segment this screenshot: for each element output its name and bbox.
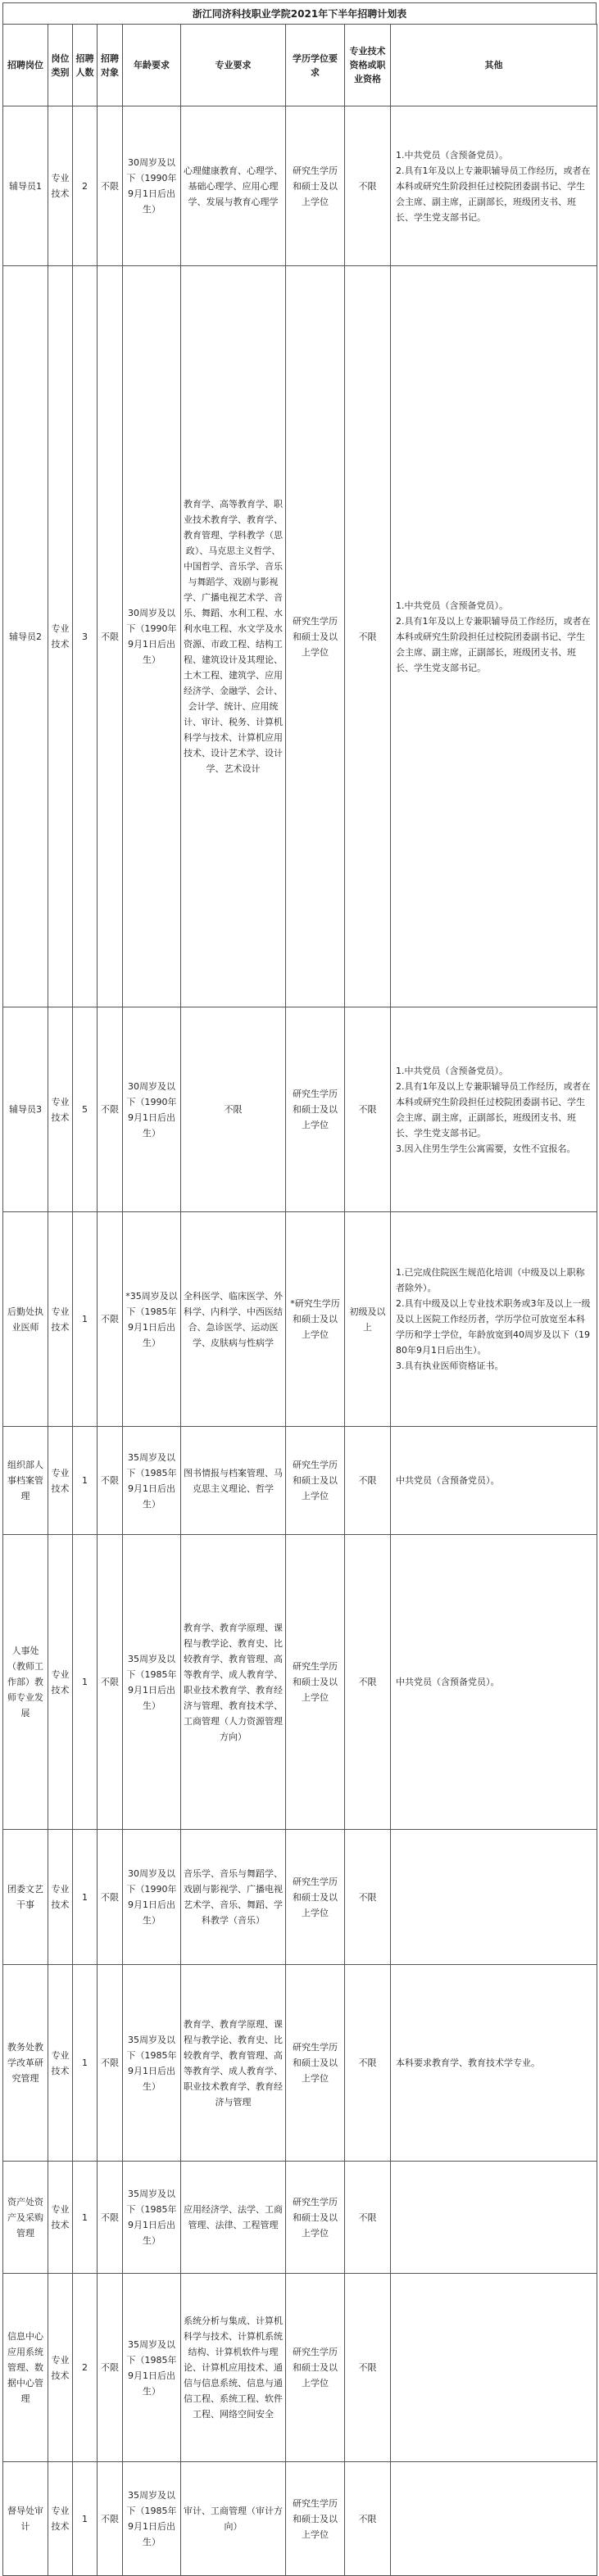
qualification-cell: 不限 bbox=[345, 1007, 391, 1212]
other-cell bbox=[391, 2462, 597, 2576]
qualification-cell: 不限 bbox=[345, 2462, 391, 2576]
post-cell: 组织部人事档案管理 bbox=[3, 1427, 48, 1535]
post-cell: 后勤处执业医师 bbox=[3, 1212, 48, 1427]
degree-cell: 研究生学历和硕士及以上学位 bbox=[286, 1535, 345, 1830]
table-row bbox=[3, 1007, 597, 1212]
other-cell: 中共党员（含预备党员）。 bbox=[391, 1535, 597, 1830]
qualification-cell: 不限 bbox=[345, 106, 391, 266]
target-cell: 不限 bbox=[98, 1830, 123, 1965]
table-row bbox=[3, 2162, 597, 2274]
category-cell: 专业技术 bbox=[48, 1427, 73, 1535]
header-row bbox=[3, 25, 597, 106]
age-cell: 35周岁及以下（1985年9月1日后出生） bbox=[123, 1427, 181, 1535]
age-cell: 30周岁及以下（1990年9月1日后出生） bbox=[123, 266, 181, 1007]
major-cell: 不限 bbox=[181, 1007, 286, 1212]
header-cell: 招聘人数 bbox=[73, 25, 98, 106]
other-cell: 1.中共党员（含预备党员）。 2.具有1年及以上专兼职辅导员工作经历，或者在本科或研究生阶段担任过校院团委副书记、学生会主席、副主席，正副部长，班级团支书、班长、学生党支部书记。 bbox=[391, 266, 597, 1007]
category-cell: 专业技术 bbox=[48, 2462, 73, 2576]
post-cell: 辅导员1 bbox=[3, 106, 48, 266]
qualification-cell: 不限 bbox=[345, 1965, 391, 2162]
degree-cell: 研究生学历和硕士及以上学位 bbox=[286, 1007, 345, 1212]
count-cell: 1 bbox=[73, 1965, 98, 2162]
major-cell: 教育学、教育学原理、课程与教学论、教育史、比较教育学、教育管理、高等教育学、成人教育学、职业技术教育学、教育经济与管理 bbox=[181, 1965, 286, 2162]
qualification-cell: 不限 bbox=[345, 1830, 391, 1965]
target-cell: 不限 bbox=[98, 2274, 123, 2462]
table-row bbox=[3, 2462, 597, 2576]
header-cell: 招聘岗位 bbox=[3, 25, 48, 106]
target-cell: 不限 bbox=[98, 1007, 123, 1212]
other-cell: 1.中共党员（含预备党员）。 2.具有1年及以上专兼职辅导员工作经历，或者在本科或研究生阶段担任过校院团委副书记、学生会主席、副主席，正副部长，班级团支书、班长、学生党支部书记。 3.因入住男生学生公寓需要，女性不宜报名。 bbox=[391, 1007, 597, 1212]
target-cell: 不限 bbox=[98, 1212, 123, 1427]
major-cell: 审计、工商管理（审计方向） bbox=[181, 2462, 286, 2576]
target-cell: 不限 bbox=[98, 2162, 123, 2274]
header-cell: 专业技术资格或职业资格 bbox=[345, 25, 391, 106]
other-cell: 本科要求教育学、教育技术学专业。 bbox=[391, 1965, 597, 2162]
age-cell: 35周岁及以下（1985年9月1日后出生） bbox=[123, 2274, 181, 2462]
degree-cell: 研究生学历和硕士及以上学位 bbox=[286, 2162, 345, 2274]
target-cell: 不限 bbox=[98, 1427, 123, 1535]
degree-cell: 研究生学历和硕士及以上学位 bbox=[286, 2462, 345, 2576]
header-cell: 其他 bbox=[391, 25, 597, 106]
count-cell: 1 bbox=[73, 1535, 98, 1830]
recruitment-table bbox=[2, 24, 597, 2576]
target-cell: 不限 bbox=[98, 1535, 123, 1830]
count-cell: 1 bbox=[73, 2162, 98, 2274]
qualification-cell: 不限 bbox=[345, 2162, 391, 2274]
table-row bbox=[3, 1427, 597, 1535]
count-cell: 1 bbox=[73, 1427, 98, 1535]
count-cell: 5 bbox=[73, 1007, 98, 1212]
category-cell: 专业技术 bbox=[48, 1535, 73, 1830]
header-cell: 招聘对象 bbox=[98, 25, 123, 106]
major-cell: 教育学、高等教育学、职业技术教育学、教育学、教育管理、学科教学（思政）、马克思主义哲学、中国哲学、音乐学、音乐与舞蹈学、戏剧与影视学、广播电视艺术学、音乐、舞蹈、水利工程、水利水电工程、水文学及水资源、市政工程、结构工程、建筑设计及其理论、土木工程、建筑学、应用经济学、金融学、会计、会计学、统计、应用统计、审计、税务、计算机科学与技术、计算机应用技术、设计艺术学、设计学、艺术设计 bbox=[181, 266, 286, 1007]
major-cell: 音乐学、音乐与舞蹈学、戏剧与影视学、广播电视艺术学、音乐、舞蹈、学科教学（音乐） bbox=[181, 1830, 286, 1965]
post-cell: 督导处审计 bbox=[3, 2462, 48, 2576]
count-cell: 1 bbox=[73, 1830, 98, 1965]
category-cell: 专业技术 bbox=[48, 266, 73, 1007]
table-title: 浙江同济科技职业学院2021年下半年招聘计划表 bbox=[2, 2, 597, 24]
target-cell: 不限 bbox=[98, 2462, 123, 2576]
other-cell: 中共党员（含预备党员）。 bbox=[391, 1427, 597, 1535]
category-cell: 专业技术 bbox=[48, 106, 73, 266]
degree-cell: 研究生学历和硕士及以上学位 bbox=[286, 1830, 345, 1965]
table-row bbox=[3, 1535, 597, 1830]
post-cell: 信息中心应用系统管理、数据中心管理 bbox=[3, 2274, 48, 2462]
major-cell: 图书情报与档案管理、马克思主义理论、哲学 bbox=[181, 1427, 286, 1535]
header-cell: 学历学位要求 bbox=[286, 25, 345, 106]
category-cell: 专业技术 bbox=[48, 1007, 73, 1212]
major-cell: 应用经济学、法学、工商管理、法律、工程管理 bbox=[181, 2162, 286, 2274]
qualification-cell: 不限 bbox=[345, 1535, 391, 1830]
post-cell: 辅导员2 bbox=[3, 266, 48, 1007]
age-cell: 30周岁及以下（1990年9月1日后出生） bbox=[123, 1007, 181, 1212]
major-cell: 教育学、教育学原理、课程与教学论、教育史、比较教育学、教育管理、高等教育学、成人教育学、职业技术教育学、教育经济与管理、教育技术学、工商管理（人力资源管理方向） bbox=[181, 1535, 286, 1830]
count-cell: 2 bbox=[73, 106, 98, 266]
post-cell: 资产处资产及采购管理 bbox=[3, 2162, 48, 2274]
degree-cell: 研究生学历和硕士及以上学位 bbox=[286, 106, 345, 266]
age-cell: 30周岁及以下（1990年9月1日后出生） bbox=[123, 106, 181, 266]
age-cell: 35周岁及以下（1985年9月1日后出生） bbox=[123, 2162, 181, 2274]
degree-cell: *研究生学历和硕士及以上学位 bbox=[286, 1212, 345, 1427]
major-cell: 心理健康教育、心理学、基础心理学、应用心理学、发展与教育心理学 bbox=[181, 106, 286, 266]
header-cell: 专业要求 bbox=[181, 25, 286, 106]
count-cell: 1 bbox=[73, 1212, 98, 1427]
other-cell bbox=[391, 2162, 597, 2274]
degree-cell: 研究生学历和硕士及以上学位 bbox=[286, 1965, 345, 2162]
category-cell: 专业技术 bbox=[48, 2274, 73, 2462]
category-cell: 专业技术 bbox=[48, 1212, 73, 1427]
count-cell: 3 bbox=[73, 266, 98, 1007]
target-cell: 不限 bbox=[98, 266, 123, 1007]
table-row bbox=[3, 106, 597, 266]
recruitment-document bbox=[2, 2, 597, 2576]
degree-cell: 研究生学历和硕士及以上学位 bbox=[286, 266, 345, 1007]
post-cell: 教务处教学改革研究管理 bbox=[3, 1965, 48, 2162]
qualification-cell: 不限 bbox=[345, 2274, 391, 2462]
other-cell: 1.已完成住院医生规范化培训（中级及以上职称者除外）。 2.具有中级及以上专业技术职务或3年及以上一级及以上医院工作经历者，学历学位可放宽至本科学历和学士学位，年龄放宽到40周岁及以下（1980年9月1日后出生）。 3.具有执业医师资格证书。 bbox=[391, 1212, 597, 1427]
age-cell: 35周岁及以下（1985年9月1日后出生） bbox=[123, 1965, 181, 2162]
table-body bbox=[3, 106, 597, 2576]
table-row bbox=[3, 266, 597, 1007]
post-cell: 人事处（教师工作部）教师专业发展 bbox=[3, 1535, 48, 1830]
table-row bbox=[3, 2274, 597, 2462]
qualification-cell: 初级及以上 bbox=[345, 1212, 391, 1427]
count-cell: 1 bbox=[73, 2462, 98, 2576]
qualification-cell: 不限 bbox=[345, 1427, 391, 1535]
table-row bbox=[3, 1830, 597, 1965]
header-cell: 岗位类别 bbox=[48, 25, 73, 106]
qualification-cell: 不限 bbox=[345, 266, 391, 1007]
major-cell: 全科医学、临床医学、外科学、内科学、中西医结合、急诊医学、运动医学、皮肤病与性病学 bbox=[181, 1212, 286, 1427]
other-cell bbox=[391, 1830, 597, 1965]
other-cell: 1.中共党员（含预备党员）。 2.具有1年及以上专兼职辅导员工作经历，或者在本科或研究生阶段担任过校院团委副书记、学生会主席、副主席，正副部长，班级团支书、班长、学生党支部书记。 bbox=[391, 106, 597, 266]
major-cell: 系统分析与集成、计算机科学与技术、计算机系统结构、计算机软件与理论、计算机应用技术、通信与信息系统、信息与通信工程、系统工程、软件工程、网络空间安全 bbox=[181, 2274, 286, 2462]
age-cell: 35周岁及以下（1985年9月1日后出生） bbox=[123, 1535, 181, 1830]
other-cell bbox=[391, 2274, 597, 2462]
category-cell: 专业技术 bbox=[48, 1965, 73, 2162]
age-cell: 35周岁及以下（1985年9月1日后出生） bbox=[123, 2462, 181, 2576]
degree-cell: 研究生学历和硕士及以上学位 bbox=[286, 2274, 345, 2462]
age-cell: *35周岁及以下（1985年9月1日后出生） bbox=[123, 1212, 181, 1427]
header-cell: 年龄要求 bbox=[123, 25, 181, 106]
table-row bbox=[3, 1212, 597, 1427]
category-cell: 专业技术 bbox=[48, 1830, 73, 1965]
table-row bbox=[3, 1965, 597, 2162]
post-cell: 团委文艺干事 bbox=[3, 1830, 48, 1965]
post-cell: 辅导员3 bbox=[3, 1007, 48, 1212]
degree-cell: 研究生学历和硕士及以上学位 bbox=[286, 1427, 345, 1535]
category-cell: 专业技术 bbox=[48, 2162, 73, 2274]
target-cell: 不限 bbox=[98, 1965, 123, 2162]
target-cell: 不限 bbox=[98, 106, 123, 266]
count-cell: 2 bbox=[73, 2274, 98, 2462]
age-cell: 30周岁及以下（1990年9月1日后出生） bbox=[123, 1830, 181, 1965]
